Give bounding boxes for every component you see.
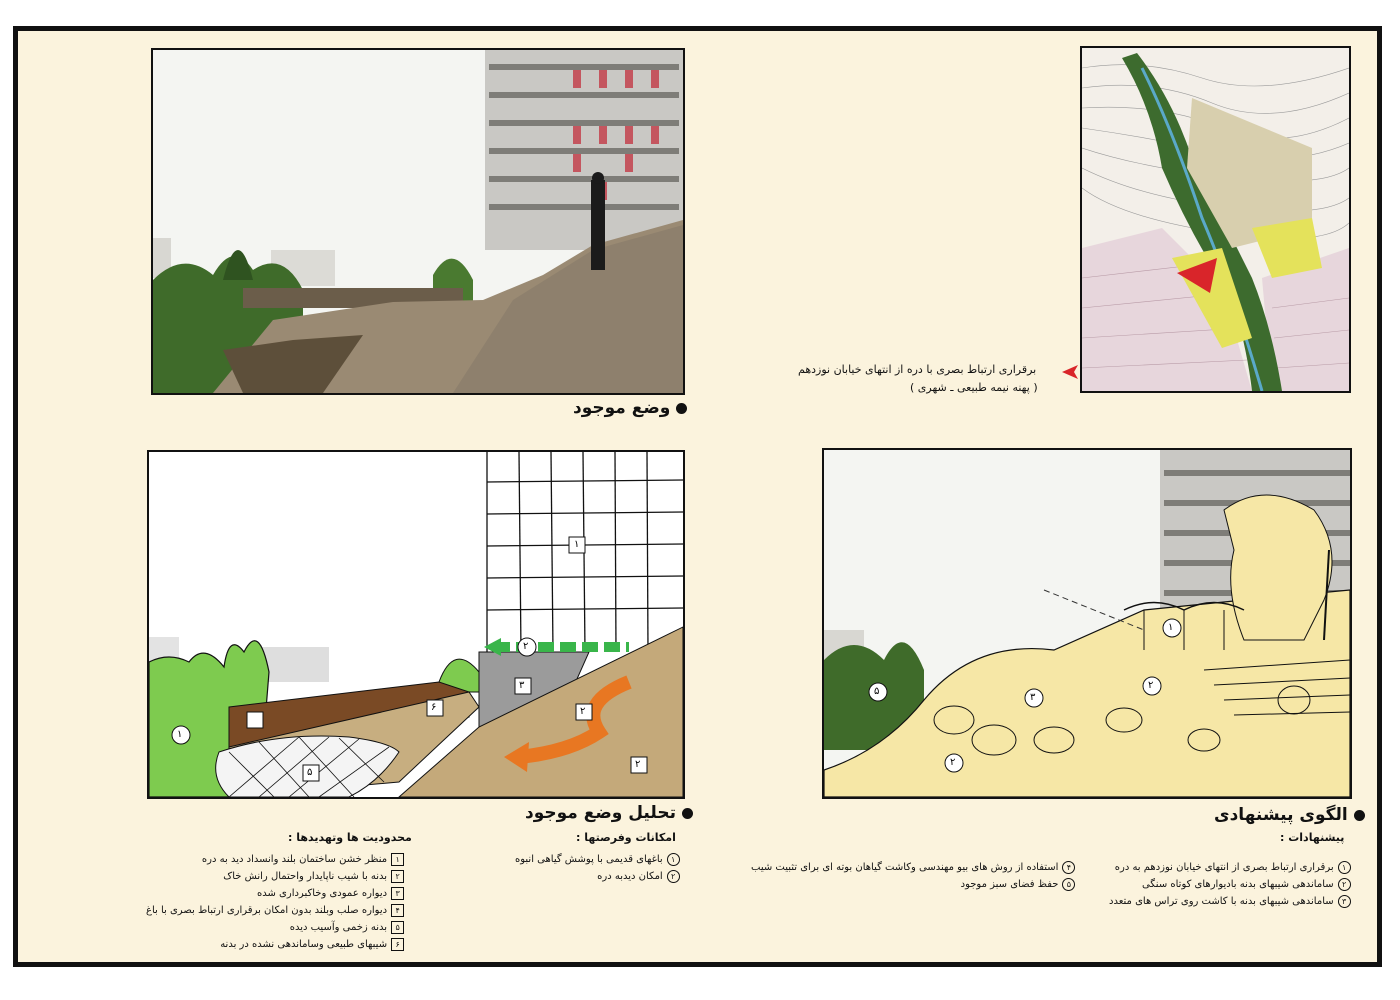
existing-photo-illustration — [153, 50, 683, 393]
constraints-list — [146, 851, 404, 953]
site-map — [1080, 46, 1351, 393]
analysis-illustration — [149, 452, 683, 797]
existing-heading: وضع موجود — [573, 398, 687, 418]
list-item: ۳ ساماندهی شیبهای بدنه با کاشت روی تراس های متعدد — [1109, 893, 1351, 910]
heading-bullet — [676, 403, 687, 414]
heading-bullet — [682, 808, 693, 819]
proposal-marker-2a: ۲ — [1148, 680, 1154, 691]
analysis-heading: تحلیل وضع موجود — [525, 803, 693, 823]
proposal-marker-2b: ۲ — [950, 757, 956, 768]
list-item: ۲ امکان دیدبه دره — [515, 868, 680, 885]
analysis-marker-1b: ۱ — [574, 539, 580, 550]
proposal-sketch — [822, 448, 1352, 799]
suggestions-list-left — [751, 859, 1075, 893]
list-item: ۱ منظر خشن ساختمان بلند وانسداد دید به دره — [146, 851, 404, 868]
list-item: ۳ دیواره عمودی وخاکبرداری شده — [146, 885, 404, 902]
proposal-marker-3: ۳ — [1030, 692, 1036, 703]
proposal-marker-5: ۵ — [874, 686, 880, 697]
suggestions-list-right — [1109, 859, 1351, 910]
analysis-marker-3: ۳ — [519, 680, 525, 691]
constraints-title: محدودیت ها وتهدیدها : — [288, 831, 412, 844]
proposal-marker-1: ۱ — [1168, 622, 1174, 633]
proposal-illustration — [824, 450, 1350, 797]
analysis-marker-1: ۱ — [177, 729, 183, 740]
map-caption-line2: ( پهنه نیمه طبیعی ـ شهری ) — [910, 381, 1038, 394]
heading-bullet — [1354, 810, 1365, 821]
list-item: ۵ بدنه زخمی وآسیب دیده — [146, 919, 404, 936]
analysis-marker-2a: ۲ — [523, 641, 529, 652]
opportunities-title: امکانات وفرصتها : — [576, 831, 676, 844]
list-item: ۱ باغهای قدیمی با پوشش گیاهی انبوه — [515, 851, 680, 868]
list-item: ۴ استفاده از روش های بیو مهندسی وکاشت گیاهان بوته ای برای تثبیت شیب — [751, 859, 1075, 876]
suggestions-title: پیشنهادات : — [1280, 831, 1345, 844]
analysis-marker-4: ۴ — [251, 714, 257, 725]
map-pointer-icon — [1061, 363, 1079, 381]
opportunities-list — [515, 851, 680, 885]
analysis-marker-5: ۵ — [307, 767, 313, 778]
analysis-marker-6: ۶ — [431, 702, 437, 713]
analysis-marker-2b: ۲ — [580, 706, 586, 717]
analysis-drawing — [147, 450, 685, 799]
list-item: ۴ دیواره صلب وبلند بدون امکان برقراری ارتباط بصری با باغ — [146, 902, 404, 919]
list-item: ۲ بدنه با شیب ناپایدار واحتمال رانش خاک — [146, 868, 404, 885]
list-item: ۲ ساماندهی شیبهای بدنه بادیوارهای کوتاه سنگی — [1109, 876, 1351, 893]
map-caption-line1: برقراری ارتباط بصری با دره از انتهای خیابان نوزدهم — [798, 363, 1037, 376]
existing-photo — [151, 48, 685, 395]
list-item: ۶ شیبهای طبیعی وساماندهی نشده در بدنه — [146, 936, 404, 953]
list-item: ۵ حفظ فضای سبز موجود — [751, 876, 1075, 893]
site-map-illustration — [1082, 48, 1349, 391]
proposal-heading: الگوی پیشنهادی — [1214, 805, 1365, 825]
list-item: ۱ برقراری ارتباط بصری از انتهای خیابان نوزدهم به دره — [1109, 859, 1351, 876]
poster-sheet — [13, 26, 1382, 967]
analysis-marker-2c: ۲ — [635, 759, 641, 770]
